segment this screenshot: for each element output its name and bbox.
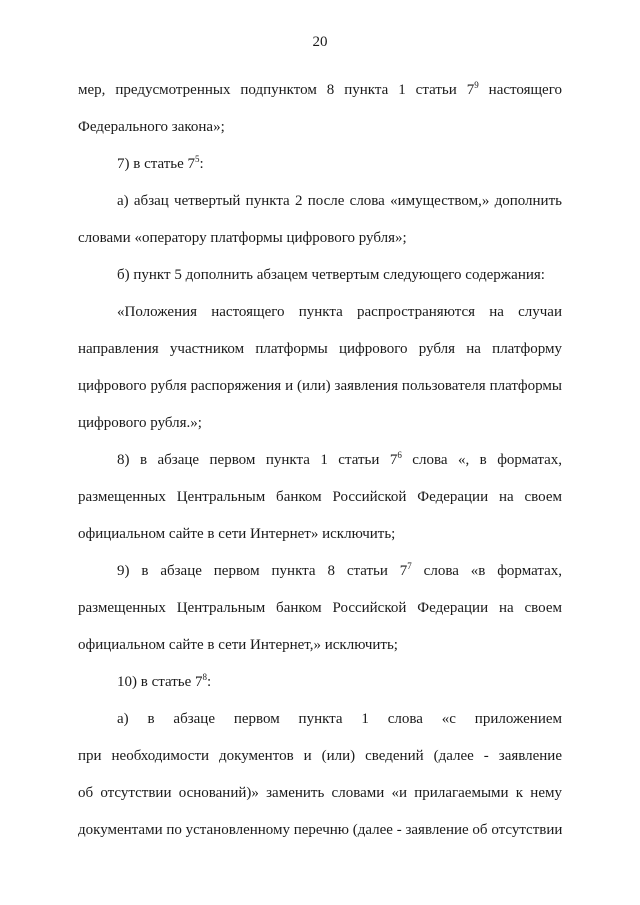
text-line: размещенных Центральным банком Российской Федерации на своем <box>78 600 562 616</box>
text-line: б) пункт 5 дополнить абзацем четвертым следующего содержания: <box>117 267 545 283</box>
text-line: об отсутствии оснований)» заменить словами «и прилагаемыми к нему <box>78 785 562 801</box>
text-line: 9) в абзаце первом пункта 8 статьи $7^7$ слова «в форматах, <box>117 561 562 579</box>
text-line: документами по установленному перечню (далее - заявление об отсутствии <box>78 822 563 838</box>
text-line: 7) в статье $7^5$: <box>117 154 204 172</box>
page-number: 20 <box>312 34 328 50</box>
text-line: словами «оператору платформы цифрового рубля»; <box>78 230 407 246</box>
text-line: Федерального закона»; <box>78 119 225 135</box>
text-line: 10) в статье $7^8$: <box>117 672 212 690</box>
text-line: цифрового рубля распоряжения и (или) заявления пользователя платформы <box>78 378 562 394</box>
text-line: официальном сайте в сети Интернет,» исключить; <box>78 637 398 653</box>
text-line: направления участником платформы цифрового рубля на платформу <box>78 341 562 357</box>
text-line: мер, предусмотренных подпунктом 8 пункта 1 статьи $7^9$ настоящего <box>78 80 562 98</box>
text-line: а) в абзаце первом пункта 1 слова «с приложением <box>117 711 562 727</box>
text-line: а) абзац четвертый пункта 2 после слова «имуществом,» дополнить <box>117 193 562 209</box>
text-line: размещенных Центральным банком Российской Федерации на своем <box>78 489 562 505</box>
text-line: цифрового рубля.»; <box>78 415 202 431</box>
document-body <box>78 72 562 849</box>
text-line: при необходимости документов и (или) сведений (далее - заявление <box>78 748 562 764</box>
text-line: «Положения настоящего пункта распространяются на случаи <box>117 304 562 320</box>
text-line: официальном сайте в сети Интернет» исключить; <box>78 526 396 542</box>
text-line: 8) в абзаце первом пункта 1 статьи $7^6$ слова «, в форматах, <box>117 450 562 468</box>
